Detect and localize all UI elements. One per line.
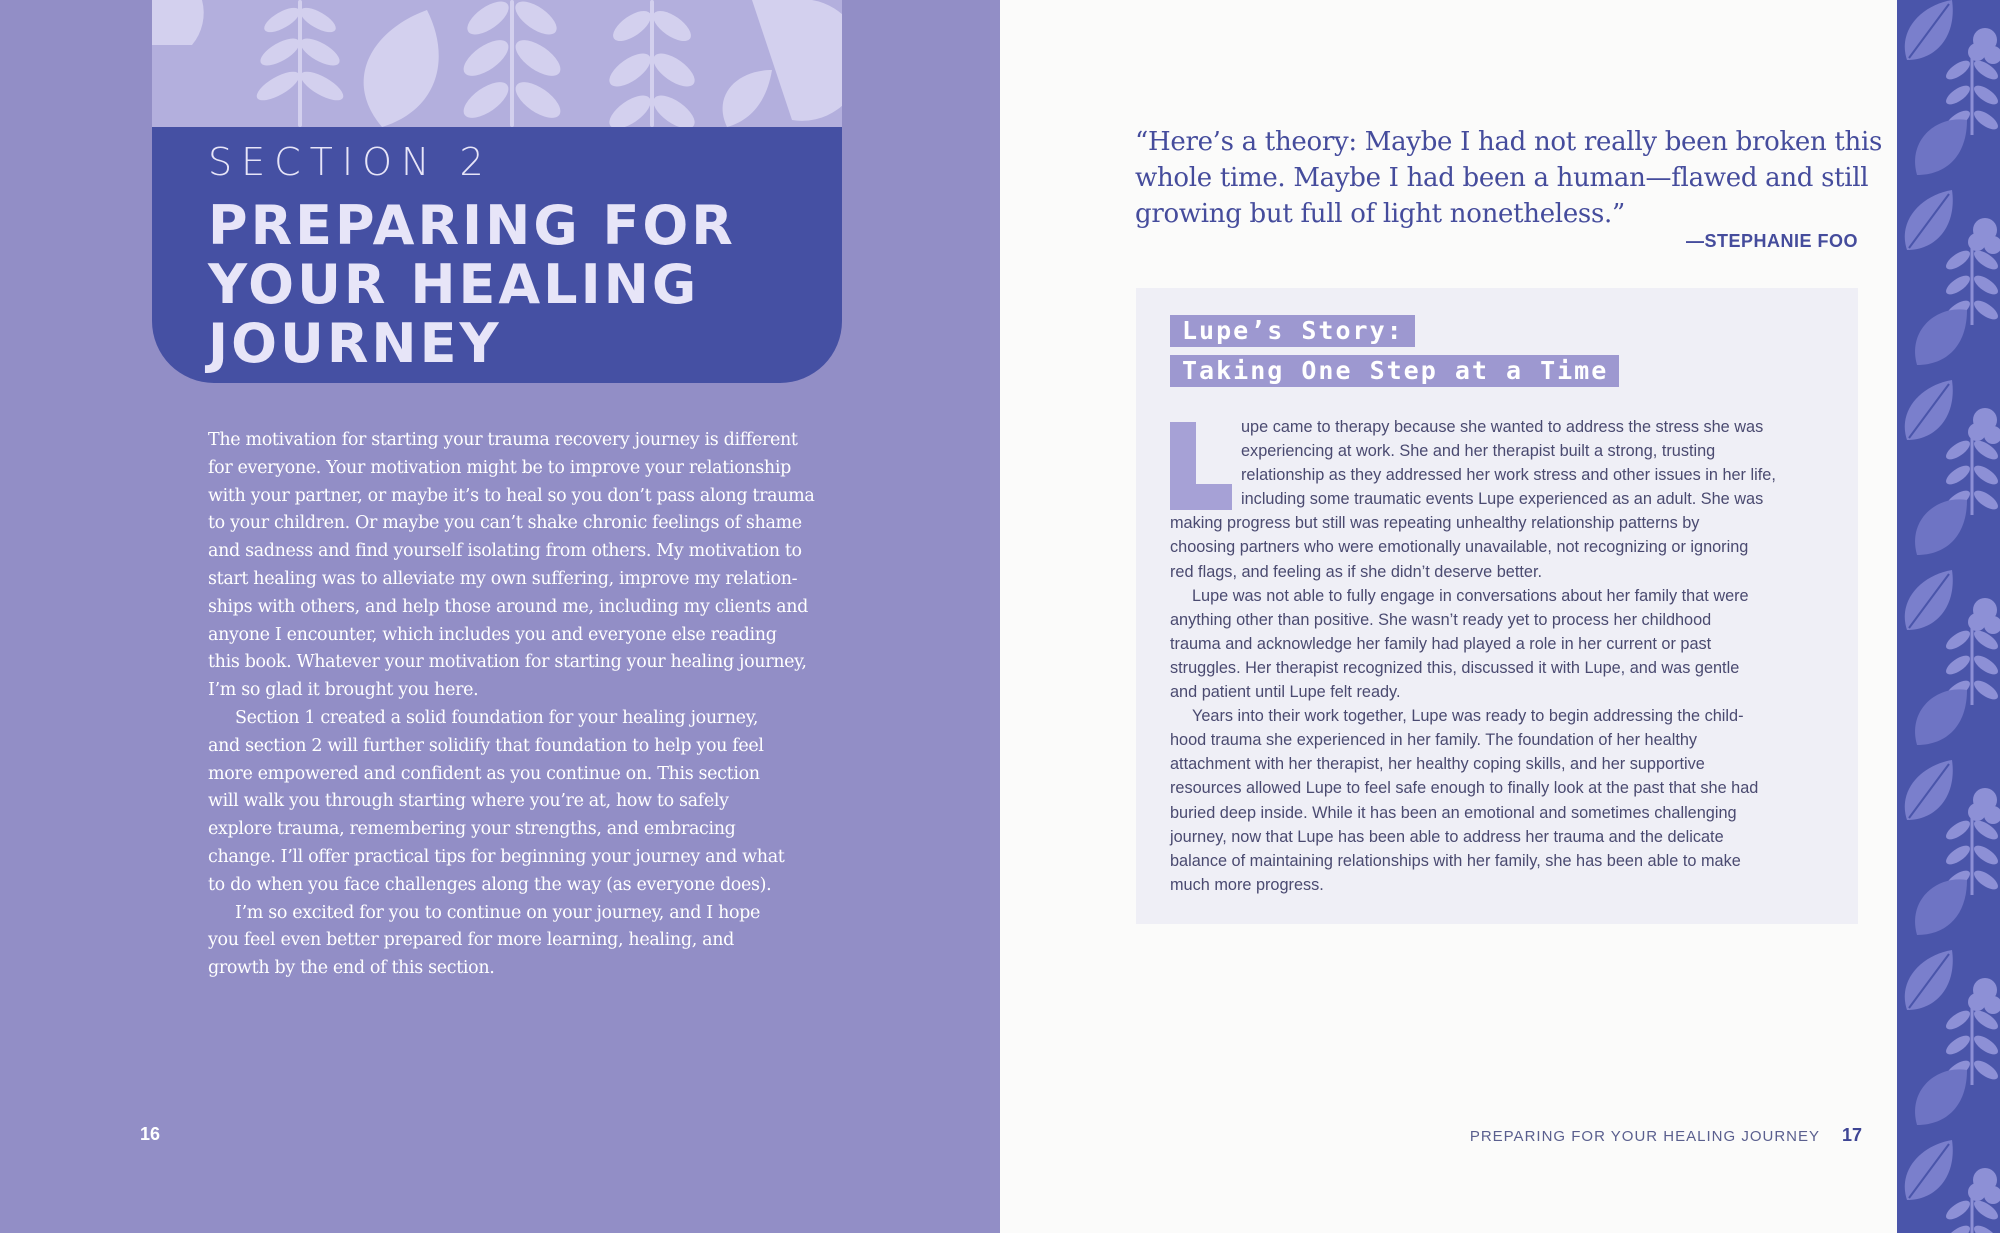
story-title [1170,315,1619,395]
text-line: more empowered and confident as you continue on. This section [208,763,760,784]
text-line: much more progress. [1170,875,1324,894]
story-paragraph [1170,584,1840,704]
page-number: 16 [140,1124,161,1144]
section-label: SECTION 2 [208,140,493,184]
text-line: red flags, and feeling as if she didn’t deserve better. [1170,562,1542,581]
text-line: to your children. Or maybe you can’t shake chronic feelings of shame [208,513,802,534]
text-line: choosing partners who were emotionally unavailable, not recognizing or ignoring [1170,538,1749,557]
text-line: making progress but still was repeating unhealthy relationship patterns by [1170,514,1700,533]
section-title-line: PREPARING FOR [208,194,736,257]
text-line: explore trauma, remembering your strengths, and embracing [208,819,736,840]
body-paragraph [208,427,815,705]
section-title-line: YOUR HEALING [208,253,700,316]
text-line: I’m so excited for you to continue on your journey, and I hope [235,902,761,923]
story-paragraph [1170,415,1840,584]
text-line: growth by the end of this section. [208,958,495,979]
leaf-pattern-icon [152,0,842,127]
leaf-pattern-icon [1897,0,2000,1233]
story-title-line: Lupe’s Story: [1170,315,1415,347]
text-line: ships with others, and help those around me, including my clients and [208,596,808,617]
text-line: to do when you face challenges along the way (as everyone does). [208,874,772,895]
text-line: Lupe was not able to fully engage in conversations about her family that were [1192,586,1749,605]
running-head: PREPARING FOR YOUR HEALING JOURNEY [1469,1128,1820,1145]
quote-line: growing but full of light nonetheless.” [1135,199,1625,229]
text-line: hood trauma she experienced in her family. The foundation of her healthy [1170,731,1698,750]
body-paragraph [208,705,808,900]
story-sidebar-box [1136,288,1858,924]
page-number: 17 [1841,1125,1862,1145]
text-line: upe came to therapy because she wanted to address the stress she was [1241,418,1764,436]
section-header-card [152,0,842,383]
text-line: including some traumatic events Lupe experienced as an adult. She was [1241,490,1764,509]
intro-body-text [208,427,815,983]
text-line: buried deep inside. While it has been an emotional and sometimes challenging [1170,803,1737,822]
quote-line: “Here’s a theory: Maybe I had not really been broken this [1135,127,1883,157]
text-line: Years into their work together, Lupe was ready to begin addressing the child- [1192,707,1744,726]
text-line: I’m so glad it brought you here. [208,680,479,701]
text-line: you feel even better prepared for more learning, healing, and [208,930,734,951]
text-line: anything other than positive. She wasn’t ready yet to process her childhood [1170,610,1712,629]
text-line: Section 1 created a solid foundation for your healing journey, [235,707,759,728]
text-line: this book. Whatever your motivation for starting your healing journey, [208,652,807,673]
text-line: start healing was to alleviate my own suffering, improve my relation- [208,568,798,589]
section-title-line: JOURNEY [208,312,502,375]
epigraph-quote [1135,124,1883,232]
quote-attribution: —STEPHANIE FOO [1685,231,1858,251]
text-line: will walk you through starting where you’re at, how to safely [208,791,729,812]
text-line: anyone I encounter, which includes you and everyone else reading [208,624,777,645]
text-line: The motivation for starting your trauma recovery journey is different [208,430,798,450]
story-body-text [1170,415,1840,897]
text-line: with your partner, or maybe it’s to heal so you don’t pass along trauma [208,485,815,506]
text-line: experiencing at work. She and her therapist built a strong, trusting [1241,442,1716,461]
text-line: balance of maintaining relationships with her family, she has been able to make [1170,851,1741,870]
text-line: and patient until Lupe felt ready. [1170,683,1401,702]
text-line: journey, now that Lupe has been able to address her trauma and the delicate [1170,827,1724,846]
story-paragraph [1170,704,1840,897]
text-line: change. I’ll offer practical tips for beginning your journey and what [208,846,785,867]
drop-cap [1170,422,1232,510]
text-line: trauma and acknowledge her family had played a role in her current or past [1170,634,1712,653]
text-line: and section 2 will further solidify that foundation to help you feel [208,735,764,756]
drop-cap-letter: L [1172,422,1230,510]
text-line: and sadness and find yourself isolating from others. My motivation to [208,541,802,562]
section-title [208,196,828,373]
text-line: attachment with her therapist, her healthy coping skills, and her supportive [1170,755,1705,774]
text-line: resources allowed Lupe to feel safe enough to finally look at the past that she had [1170,779,1759,798]
text-line: relationship as they addressed her work stress and other issues in her life, [1241,466,1776,485]
leaf-pattern-strip [1897,0,2000,1233]
story-title-line: Taking One Step at a Time [1170,355,1619,387]
quote-line: whole time. Maybe I had been a human—flawed and still [1135,163,1869,193]
right-page [1000,0,2000,1233]
body-paragraph [208,900,808,983]
leaf-pattern-decoration [152,0,842,127]
text-line: struggles. Her therapist recognized this, discussed it with Lupe, and was gentle [1170,658,1740,677]
text-line: for everyone. Your motivation might be to improve your relationship [208,457,791,478]
